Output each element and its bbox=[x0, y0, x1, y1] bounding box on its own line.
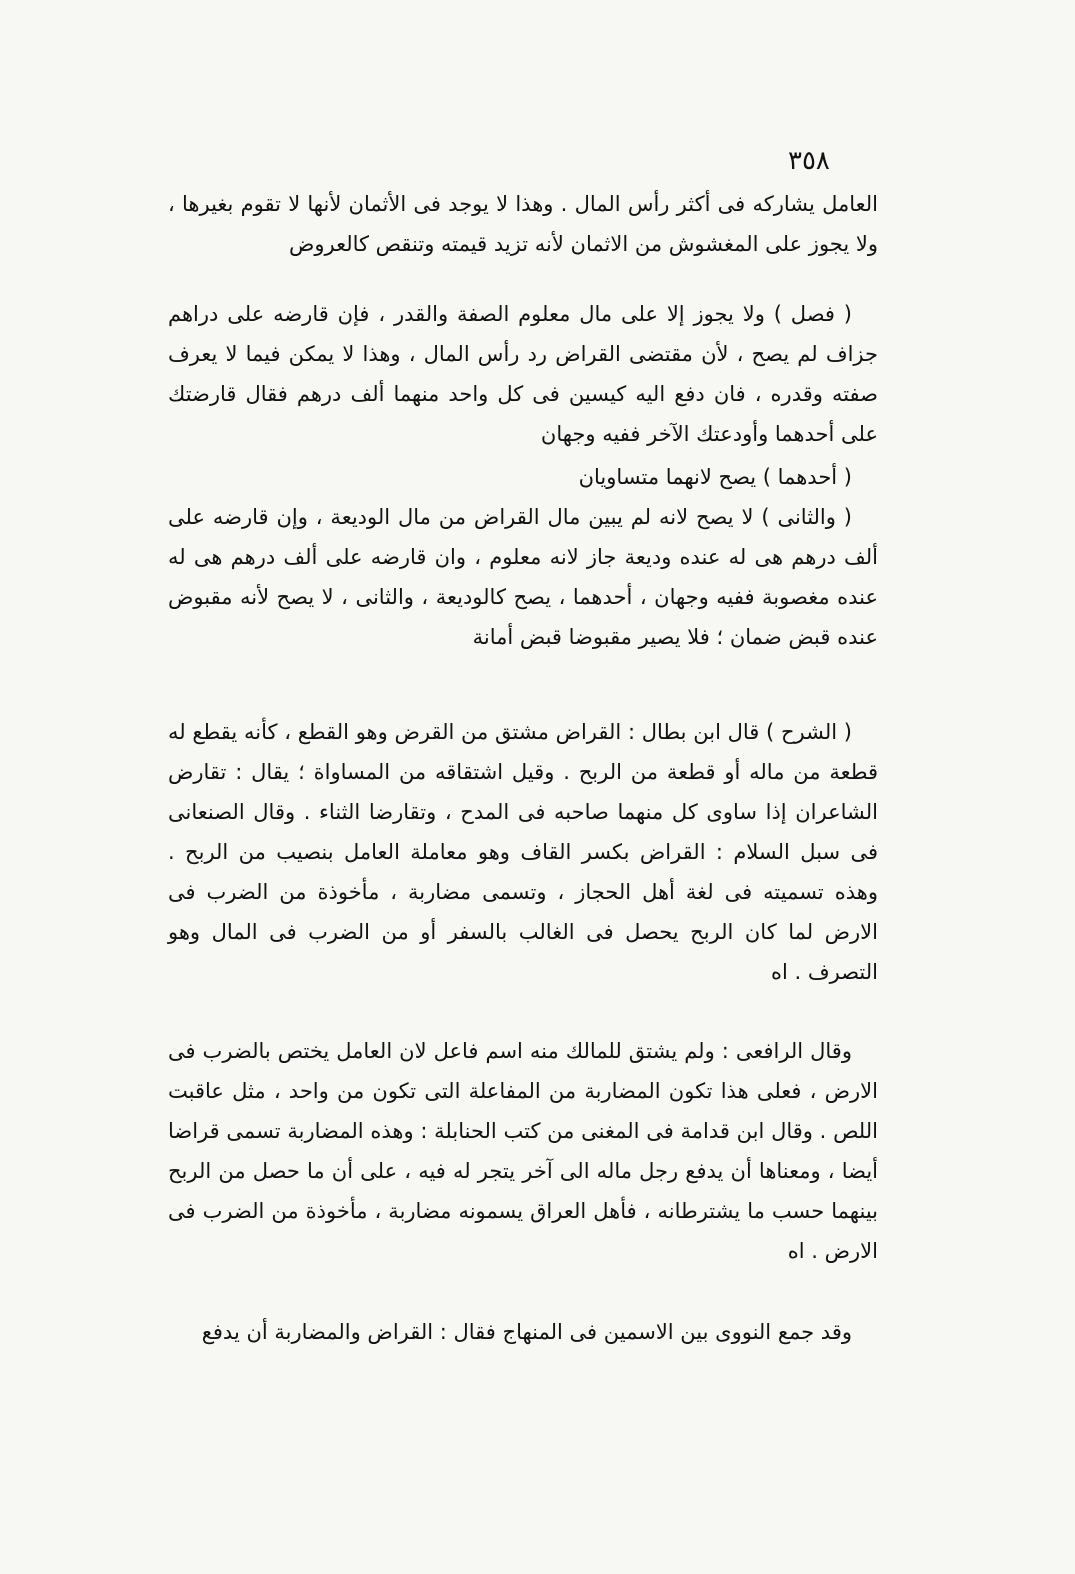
paragraph-second-view-text: ( والثانى ) لا يصح لانه لم يبين مال القراض من مال الوديعة ، وإن قارضه على ألف درهم هى له عنده وديعة جاز لانه معلوم ، وان قارضه على ألف درهم هى له عنده مغصوبة ففيه وجهان ، أحدهما ، يصح كالوديعة ، والثانى ، لا يصح لأنه مقبوض عنده قبض ضمان ؛ فلا يصير مقبوضا قبض أمانة bbox=[168, 505, 878, 649]
paragraph-first-view-text: ( أحدهما ) يصح لانهما متساويان bbox=[578, 465, 852, 489]
paragraph-fasl-text: ( فصل ) ولا يجوز إلا على مال معلوم الصفة والقدر ، فإن قارضه على دراهم جزاف لم يصح ، لأن مقتضى القراض رد رأس المال ، وهذا لا يمكن فيما لا يعرف صفته وقدره ، فان دفع اليه كيسين فى كل واحد منهما ألف درهم فقال قارضتك على أحدهما وأودعتك الآخر ففيه وجهان bbox=[168, 302, 878, 446]
paragraph-commentary-text: ( الشرح ) قال ابن بطال : القراض مشتق من القرض وهو القطع ، كأنه يقطع له قطعة من ماله أو قطعة من الربح . وقيل اشتقاقه من المساواة ؛ يقال : تقارض الشاعران إذا ساوى كل منهما صاحبه فى المدح ، وتقارضا الثناء . وقال الصنعانى فى سبل السلام : القراض بكسر القاف وهو معاملة العامل بنصيب من الربح . وهذه تسميته فى لغة أهل الحجاز ، وتسمى مضاربة ، مأخوذة من الضرب فى الارض لما كان الربح يحصل فى الغالب بالسفر أو من الضرب فى المال وهو التصرف . اه bbox=[168, 720, 878, 984]
paragraph-rafii-text: وقال الرافعى : ولم يشتق للمالك منه اسم فاعل لان العامل يختص بالضرب فى الارض ، فعلى هذا تكون المضاربة من المفاعلة التى تكون من واحد ، مثل عاقبت اللص . وقال ابن قدامة فى المغنى من كتب الحنابلة : وهذه المضاربة تسمى قراضا أيضا ، ومعناها أن يدفع رجل ماله الى آخر يتجر له فيه ، على أن ما حصل من الربح بينهما حسب ما يشترطانه ، فأهل العراق يسمونه مضاربة ، مأخوذة من الضرب فى الارض . اه bbox=[168, 1039, 878, 1263]
paragraph-commentary bbox=[168, 712, 878, 992]
paragraph-first-view bbox=[168, 457, 878, 497]
paragraph-fasl bbox=[168, 294, 878, 454]
paragraph-rafii bbox=[168, 1031, 878, 1271]
paragraph-nawawi-text: وقد جمع النووى بين الاسمين فى المنهاج فقال : القراض والمضاربة أن يدفع bbox=[201, 1320, 852, 1344]
paragraph-main bbox=[168, 184, 878, 264]
paragraph-second-view bbox=[168, 497, 878, 657]
paragraph-main-text: العامل يشاركه فى أكثر رأس المال . وهذا لا يوجد فى الأثمان لأنها لا تقوم بغيرها ، ولا يجوز على المغشوش من الاثمان لأنه تزيد قيمته وتنقص كالعروض bbox=[168, 192, 878, 256]
page-number: ٣٥٨ bbox=[788, 146, 830, 176]
paragraph-nawawi bbox=[168, 1312, 878, 1352]
